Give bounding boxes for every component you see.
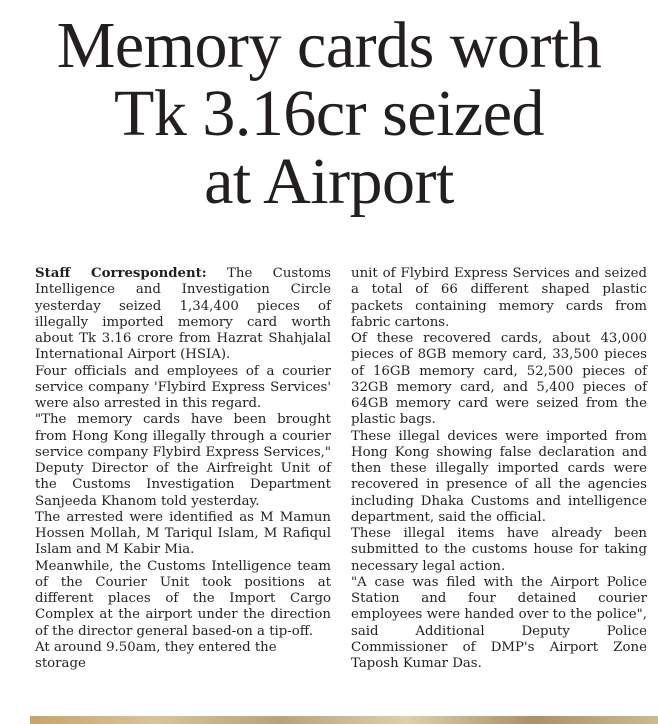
adjacent-image-strip	[30, 716, 658, 724]
article-paragraph: "The memory cards have been brought from Hong Kong illegally through a courier service company Flybird Express Services," Deputy Director of the Airfreight Unit of the Customs Investigation Department Sanjeeda Khanom told yesterday.	[35, 412, 331, 509]
article-paragraph: The arrested were identified as M Mamun Hossen Mollah, M Tariqul Islam, M Rafiqul Islam and M Kabir Mia.	[35, 509, 331, 558]
article-paragraph: At around 9.50am, they entered the storage	[35, 639, 277, 671]
article-paragraph: These illegal items have already been submitted to the customs house for taking necessary legal action.	[351, 526, 647, 574]
article-paragraph: unit of Flybird Express Services and seized a total of 66 different shaped plastic packets containing memory cards from fabric cartons.	[351, 266, 647, 330]
article-column-right	[351, 266, 647, 672]
headline-line-1: Memory cards worth	[56, 9, 602, 82]
paragraph-text: The Customs Intelligence and Investigation Circle yesterday seized 1,34,400 pieces of illegally imported memory card worth about Tk 3.16 crore from Hazrat Shahjalal International Airport (HSIA).	[35, 266, 332, 363]
article-paragraph: These illegal devices were imported from Hong Kong showing false declaration and then these illegally imported cards were recovered in presence of all the agencies including Dhaka Customs and intelligence department, said the official.	[351, 428, 647, 525]
article-paragraph: Meanwhile, the Customs Intelligence team of the Courier Unit took positions at different places of the Import Cargo Complex at the airport under the direction of the director general based-on a tip-off.	[35, 558, 331, 639]
headline-line-2: Tk 3.16cr seized	[114, 77, 544, 150]
headline	[0, 9, 658, 218]
byline: Staff Correspondent:	[35, 266, 207, 281]
headline-line-3: at Airport	[204, 145, 454, 218]
article-column-left	[35, 266, 331, 672]
article-paragraph: Of these recovered cards, about 43,000 pieces of 8GB memory card, 33,500 pieces of 16GB memory card, 52,500 pieces of 32GB memory card, and 5,400 pieces of 64GB memory card were seized from the plastic bags.	[351, 331, 647, 428]
article-paragraph: "A case was filed with the Airport Police Station and four detained courier employees were handed over to the police", said Additional Deputy Police Commissioner of DMP's Airport Zone Taposh Kumar Das.	[351, 574, 647, 671]
article-paragraph: Four officials and employees of a courier service company 'Flybird Express Services' were also arrested in this regard.	[35, 363, 331, 411]
article-paragraph	[35, 266, 331, 364]
